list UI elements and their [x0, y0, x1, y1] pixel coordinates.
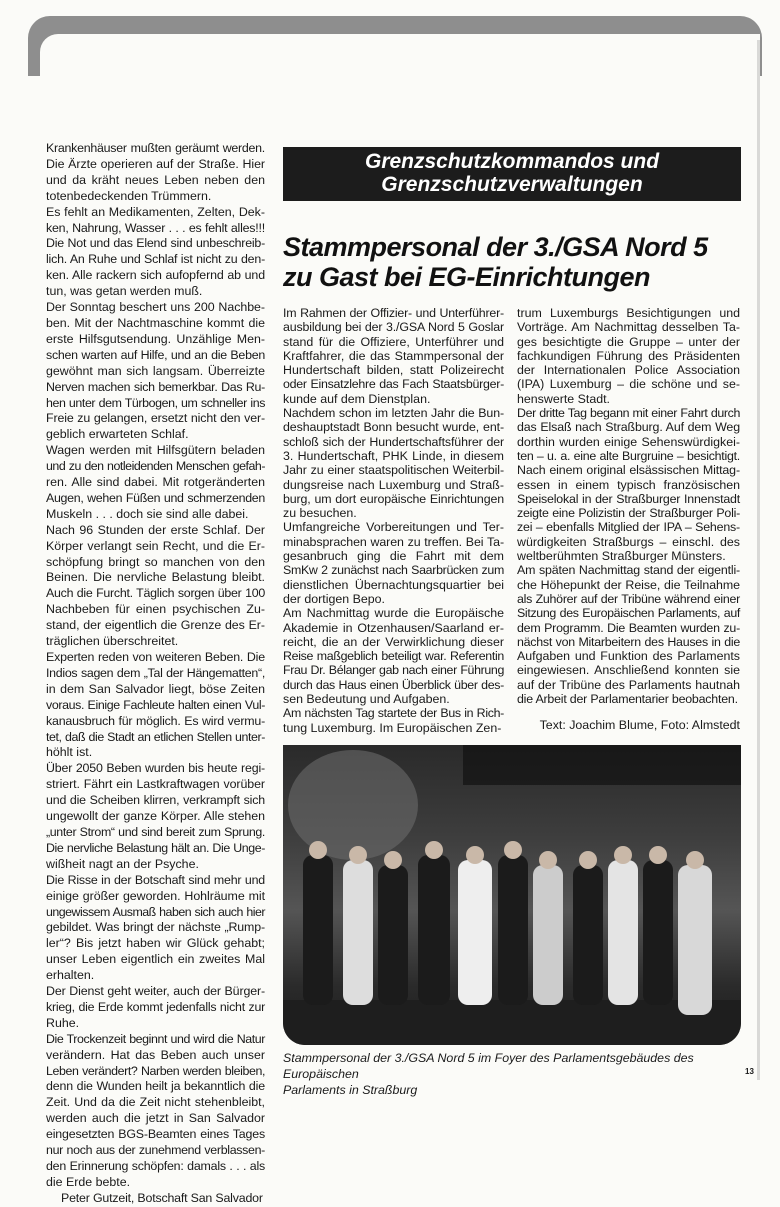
text-line: gewöhnt man sich langsam. Überreizte — [46, 363, 265, 378]
text-line: Die Not und das Elend sind unbeschreib- — [46, 236, 265, 251]
text-line: hen unter dem Türbogen, um schneller ins — [46, 395, 265, 410]
caption-line: Stammpersonal der 3./GSA Nord 5 im Foyer des Parlamentsgebäudes des Europäischen — [283, 1051, 694, 1081]
text-line: Muskeln . . . doch sie sind alle dabei. — [46, 506, 249, 521]
text-line: Frau Dr. Bélanger gab nach einer Führung — [283, 663, 504, 678]
text-line: totenbedeckenden Trümmern. — [46, 188, 212, 203]
text-line: „unter Strom“ und sind bereit zum Sprung. — [46, 824, 265, 839]
text-line: ungewollt der ganze Körper. Alle stehen — [46, 809, 265, 824]
group-photo — [283, 745, 741, 1045]
text-line: Augen, wehen Füßen und schmerzenden — [46, 490, 265, 505]
text-line: als Zuhörer auf der Tribüne während einer — [517, 591, 740, 606]
text-line: stand, der eigentlich die Grenze des Er- — [46, 618, 265, 633]
text-line: Akademie in Otzenhausen/Saarland er- — [283, 620, 504, 635]
text-line: träglichen überschreitet. — [46, 634, 179, 649]
text-line: weltberühmten Straßburger Münsters. — [517, 549, 726, 564]
article-headline — [283, 232, 753, 292]
text-line: Die Trockenzeit beginnt und wird die Natur — [46, 1031, 265, 1046]
text-line: Es fehlt an Medikamenten, Zelten, Dek- — [46, 204, 265, 219]
text-line: Kraftfahrer, die das Stammpersonal der — [283, 348, 504, 363]
text-line: ten – u. a. eine alte Burgruine – besichtigt. — [517, 448, 740, 463]
text-line: (IPA) Luxemburg – die schöne und se- — [517, 377, 740, 392]
text-line: Auch die Furcht. Täglich sorgen über 100 — [46, 586, 265, 601]
text-line: fachkundigen Führung des Präsidenten — [517, 348, 740, 363]
text-line: henswerte Stadt. — [517, 391, 610, 406]
article-credit: Text: Joachim Blume, Foto: Almstedt — [539, 718, 740, 732]
text-line: den Erinnerung schöpfen: damals . . . als — [46, 1159, 265, 1173]
text-line: Umfangreiche Vorbereitungen und Ter- — [283, 520, 504, 535]
text-line: Am nächsten Tag startete der Bus in Rich- — [283, 706, 504, 721]
text-line: Im Rahmen der Offizier- und Unterführer- — [283, 306, 504, 320]
text-line: Ruhe. — [46, 1015, 80, 1030]
kicker-line: Grenzschutzverwaltungen — [381, 173, 643, 196]
author-signature: Peter Gutzeit, Botschaft San Salvador — [61, 1190, 263, 1205]
text-line: Hundertschaft bilden, statt Polizeirecht — [283, 363, 504, 378]
text-line: dorthin wurden einige Sehenswürdigkei- — [517, 434, 740, 449]
text-line: und die Scheiben klirren, verkrampft sich — [46, 793, 265, 808]
text-line: Am Nachmittag wurde die Europäische — [283, 606, 504, 621]
text-line: Die nervliche Belastung hält an. Die Unge- — [46, 840, 265, 855]
text-line: die Erde bebte. — [46, 1174, 131, 1189]
text-line: trum Luxemburgs Besichtigungen und — [517, 306, 740, 320]
text-line: dem Programm. Die Beamten wurden zu- — [517, 620, 740, 635]
text-line: ken. Alle rackern sich aufopfernd ab und — [46, 268, 265, 283]
text-line: Nachdem schon im letzten Jahr die Bun- — [283, 406, 504, 421]
kicker-line: Grenzschutzkommandos und — [364, 150, 660, 173]
text-line: Über 2050 Beben wurden bis heute regi- — [46, 761, 265, 776]
text-line: denn die Wunden heilt ja bekanntlich die — [46, 1079, 265, 1094]
text-line: in dem San Salvador liegt, böse Zeiten — [46, 681, 265, 696]
text-line: dungsreise nach Luxemburg und Straß- — [283, 477, 504, 492]
text-line: unser Leben eigentlich ein zweites Mal — [46, 952, 265, 967]
text-line: ken, Nahrung, Wasser . . . es fehlt alles!!! — [46, 220, 265, 235]
section-kicker — [283, 147, 741, 201]
text-line: eingewiesen. Anschließend konnten sie — [517, 663, 740, 678]
text-line: Nach 96 Stunden der erste Schlaf. Der — [46, 522, 265, 537]
text-line: reicht, die an der Verwirklichung dieser — [283, 634, 504, 649]
text-line: und da kräht neues Leben neben den — [46, 172, 265, 187]
text-line: Leben verändert? Narben werden bleiben, — [46, 1063, 265, 1078]
text-line: nächst von Mitarbeitern des Hauses in die — [517, 634, 740, 649]
text-line: zeigte eine Polizistin der Straßburger Poli- — [517, 506, 740, 521]
text-line: sen Bedeutung und Aufgaben. — [283, 692, 450, 707]
text-line: ungewissem Ausmaß haben sich auch hier — [46, 904, 265, 919]
photo-caption — [283, 1050, 753, 1098]
text-line: oder Einsatzlehre das Fach Staatsbürger- — [283, 377, 504, 392]
text-line: Der Dienst geht weiter, auch der Bürger- — [46, 984, 265, 999]
text-line: Zeit. Und da die Zeit nicht stehenbleibt, — [46, 1095, 265, 1110]
text-line: essen in einem typisch französischen — [517, 477, 740, 492]
text-line: burg, um dort europäische Einrichtungen — [283, 491, 504, 506]
text-line: Beinen. Die nervliche Belastung bleibt. — [46, 570, 265, 585]
text-line: Indios sagen dem „Tal der Hängematten“, — [46, 665, 265, 680]
text-line: Speiselokal in der Straßburger Innenstadt — [517, 491, 740, 506]
text-line: und zu den notleidenden Menschen gefah- — [46, 459, 265, 474]
text-line: verändern. Hat das Beben auch unser — [46, 1047, 265, 1062]
text-line: nur noch aus der zunehmend verblassen- — [46, 1143, 265, 1158]
text-line: Jahr zu einer staatspolitischen Weiterbil- — [283, 463, 504, 478]
text-line: durch das Haus einen Überblick über des- — [283, 677, 504, 692]
text-line: das Elsaß nach Straßburg. Auf dem Weg — [517, 420, 740, 435]
text-line: zu besuchen. — [283, 506, 357, 521]
text-line: minabsprachen waren zu treffen. Bei Ta- — [283, 534, 504, 549]
left-column — [46, 141, 265, 1207]
text-line: zei – ebenfalls Mitglied der IPA – Sehens- — [517, 520, 740, 535]
text-line: Freie zu gelangen, ersetzt nicht den ver- — [46, 411, 265, 426]
text-line: SmKw 2 zunächst nach Saarbrücken zum — [283, 563, 504, 578]
text-line: schloß sich der Hundertschaftsführer der — [283, 434, 504, 449]
text-line: Die Ärzte operieren auf der Straße. Hier — [46, 156, 265, 171]
text-line: die Arbeit der Parlamentarier beobachten. — [517, 692, 738, 707]
text-line: Reise maßgeblich beteiligt war. Referentin — [283, 649, 504, 664]
text-line: kanausbruch für möglich. Es wird vermu- — [46, 713, 265, 728]
text-line: geblich erwarteten Schlaf. — [46, 427, 189, 442]
text-line: Nachbeben für einen psychischen Zu- — [46, 602, 265, 617]
text-line: Vorträge. Am Nachmittag desselben Ta- — [517, 320, 740, 335]
text-line: Die Risse in der Botschaft sind mehr und — [46, 872, 265, 887]
page-number: 13 — [745, 1067, 754, 1076]
text-line: ren. Alle sind dabei. Mit rotgeränderten — [46, 475, 265, 490]
text-line: Nach einem original elsässischen Mittag- — [517, 463, 740, 478]
text-line: stand für die Offiziere, Unterführer und — [283, 334, 504, 349]
text-line: dienstlichen Übernachtungsquartier bei — [283, 577, 504, 592]
text-line: der Internationalen Police Association — [517, 363, 740, 378]
text-line: Am späten Nachmittag stand der eigentli- — [517, 563, 740, 578]
text-line: Sitzung des Europäischen Parlaments, auf — [517, 606, 740, 621]
text-line: ler“? Bis jetzt haben wir Glück gehabt; — [46, 936, 265, 951]
text-line: ausbildung bei der 3./GSA Nord 5 Goslar — [283, 320, 504, 335]
text-line: kunde auf dem Dienstplan. — [283, 391, 431, 406]
text-line: schen warten auf Hilfe, und an die Beben — [46, 347, 265, 362]
right-column — [517, 306, 740, 706]
text-line: Körper verlangt sein Recht, und die Er- — [46, 538, 265, 553]
caption-line: Parlaments in Straßburg — [283, 1083, 418, 1097]
text-line: Experten reden von weiteren Beben. Die — [46, 650, 265, 664]
text-line: tun, was getan werden muß. — [46, 284, 203, 299]
text-line: auf der Tribüne des Parlaments hautnah — [517, 677, 740, 692]
text-line: wißheit nagt an der Psyche. — [46, 856, 199, 871]
text-line: werden auch die jetzt in San Salvador — [46, 1111, 265, 1126]
text-line: eingesetzten BGS-Beamten eines Tages — [46, 1127, 265, 1142]
page-edge — [757, 40, 760, 1080]
text-line: höhlt ist. — [46, 745, 93, 760]
text-line: schöpfung bringt so manchen von den — [46, 554, 265, 569]
text-line: voraus. Einige Fachleute halten einen Vul- — [46, 697, 265, 712]
text-line: würdigkeiten Straßburgs – einschl. des — [517, 534, 740, 549]
text-line: striert. Fährt ein Lastkraftwagen vorüber — [46, 777, 265, 792]
middle-column — [283, 306, 504, 735]
text-line: erste Hilfsgutsendung. Unzählige Men- — [46, 331, 265, 346]
text-line: lich. An Ruhe und Schlaf ist nicht zu den- — [46, 252, 265, 267]
text-line: tet, daß die Stadt an etlichen Stellen unter- — [46, 729, 265, 744]
text-line: krieg, die Erde kommt jedenfalls nicht zur — [46, 999, 265, 1014]
headline-line: zu Gast bei EG-Einrichtungen — [283, 262, 651, 292]
text-line: Nerven machen sich bemerkbar. Das Ru- — [46, 379, 265, 394]
text-line: gesanbruch ging die Fahrt mit dem — [283, 549, 504, 564]
text-line: einige größer geworden. Hohlräume mit — [46, 888, 265, 903]
photo-illustration — [283, 745, 741, 1045]
text-line: erhalten. — [46, 968, 95, 983]
header-panel — [40, 34, 760, 94]
text-line: Aufgaben und Funktion des Parlaments — [517, 649, 740, 664]
text-line: Der dritte Tag begann mit einer Fahrt durch — [517, 406, 740, 421]
text-line: deshauptstadt Bonn besucht wurde, ent- — [283, 420, 504, 435]
text-line: ges besichtigte die Gruppe – unter der — [517, 334, 740, 349]
text-line: ben. Mit der Nachtmaschine kommt die — [46, 315, 265, 330]
text-line: Wagen werden mit Hilfsgütern beladen — [46, 443, 265, 458]
text-line: der dortigen Bepo. — [283, 591, 385, 606]
text-line: Krankenhäuser mußten geräumt werden. — [46, 141, 265, 155]
text-line: 3. Hundertschaft, PHK Linde, in diesem — [283, 448, 504, 463]
text-line: tung Luxemburg. Im Europäischen Zen- — [283, 720, 502, 735]
text-line: Der Sonntag beschert uns 200 Nachbe- — [46, 300, 265, 315]
text-line: gebildet. Was bringt der nächste „Rump- — [46, 920, 265, 935]
headline-line: Stammpersonal der 3./GSA Nord 5 — [283, 232, 708, 262]
text-line: che Höhepunkt der Reise, die Teilnahme — [517, 577, 740, 592]
